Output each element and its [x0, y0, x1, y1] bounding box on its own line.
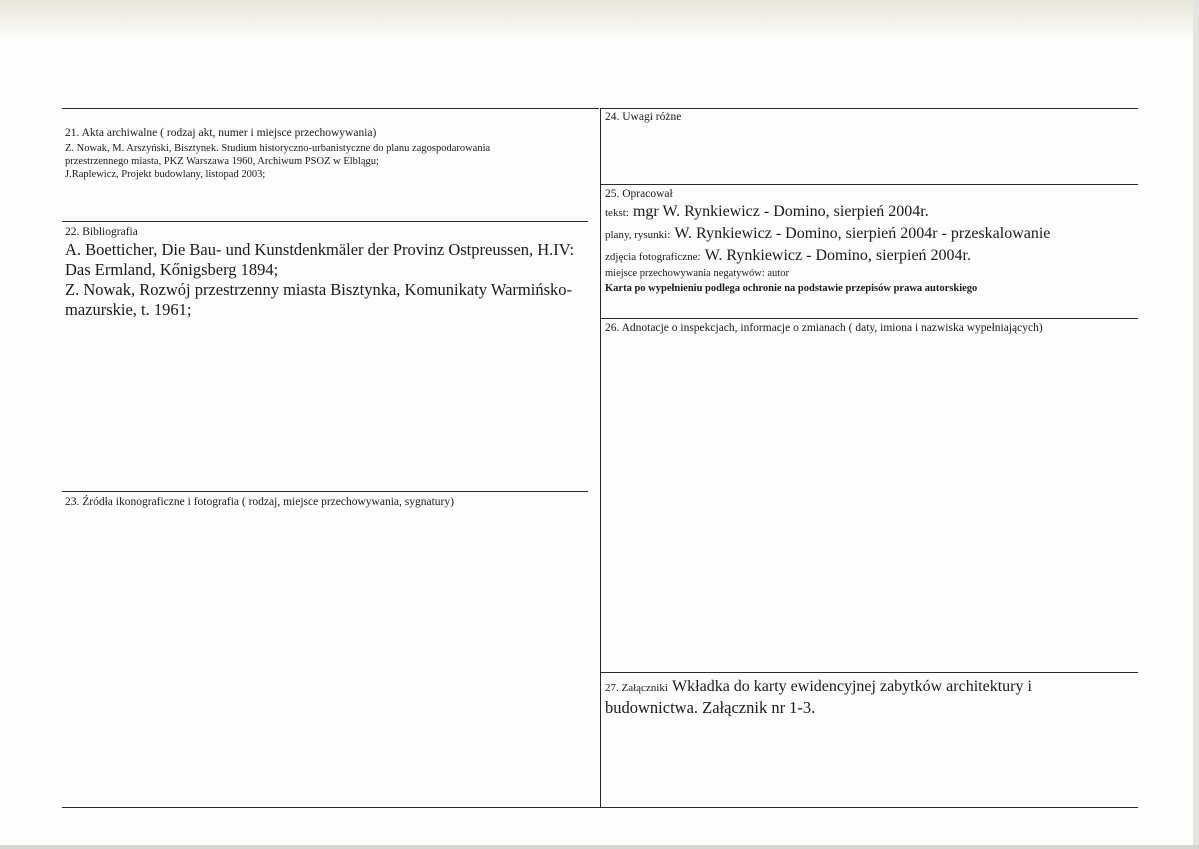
field-26-annotations — [605, 321, 1135, 335]
rule-22 — [62, 221, 588, 222]
column-divider — [600, 108, 601, 808]
field-21-archival-records — [65, 126, 595, 181]
field-22-line-2: Das Ermland, Kőnigsberg 1894; — [65, 260, 279, 279]
field-22-bibliography — [65, 225, 595, 320]
field-25-text-label: tekst: — [605, 207, 629, 219]
rule-23 — [62, 491, 588, 492]
field-21-line-2: przestrzennego miasta, PKZ Warszawa 1960, Archiwum PSOZ w Elblągu; — [65, 156, 379, 167]
field-21-line-1: Z. Nowak, M. Arszyński, Bisztynek. Studium historyczno-urbanistyczne do planu zagospodarowania — [65, 143, 491, 154]
field-25-photos-label: zdjęcia fotograficzne: — [605, 251, 701, 263]
field-24-label: 24. Uwagi różne — [605, 111, 682, 123]
rule-26 — [601, 318, 1138, 319]
field-27-row-1 — [605, 676, 1135, 698]
field-22-line-4: mazurskie, t. 1961; — [65, 300, 192, 319]
field-25-label: 25. Opracował — [605, 188, 673, 200]
field-21-label: 21. Akta archiwalne ( rodzaj akt, numer i miejsce przechowywania) — [65, 127, 377, 139]
field-22-line-3: Z. Nowak, Rozwój przestrzenny miasta Bisztynka, Komunikaty Warmińsko- — [65, 280, 573, 299]
field-25-plans-label: plany, rysunki: — [605, 229, 671, 241]
scan-shadow-top — [0, 0, 1199, 38]
field-25-plans-value: W. Rynkiewicz - Domino, sierpień 2004r - przeskalowanie — [674, 225, 1051, 242]
field-25-plans-row — [605, 223, 1135, 245]
bottom-rule — [62, 807, 1138, 808]
field-25-prepared-by — [605, 187, 1135, 295]
field-23-iconographic-sources — [65, 495, 595, 509]
field-22-line-1: A. Boetticher, Die Bau- und Kunstdenkmäler der Provinz Ostpreussen, H.IV: — [65, 240, 575, 259]
field-21-line-3: J.Raplewicz, Projekt budowlany, listopad 2003; — [65, 169, 266, 180]
rule-25 — [601, 184, 1138, 185]
scan-edge-right — [1193, 0, 1199, 849]
top-rule-left — [62, 108, 599, 109]
top-rule-right — [601, 108, 1138, 109]
field-25-text-row — [605, 201, 1135, 223]
field-24-remarks — [605, 110, 1135, 124]
field-26-label: 26. Adnotacje o inspekcjach, informacje o zmianach ( daty, imiona i nazwiska wypełniających) — [605, 322, 1043, 334]
field-22-label: 22. Bibliografia — [65, 226, 138, 238]
field-25-photos-row — [605, 245, 1135, 267]
field-27-line-1: Wkładka do karty ewidencyjnej zabytków architektury i — [672, 678, 1032, 695]
field-27-attachments — [605, 676, 1135, 718]
field-25-copyright-notice: Karta po wypełnieniu podlega ochronie na podstawie przepisów prawa autorskiego — [605, 283, 978, 294]
field-25-negatives: miejsce przechowywania negatywów: autor — [605, 268, 789, 279]
field-23-label: 23. Źródła ikonograficzne i fotografia ( rodzaj, miejsce przechowywania, sygnatury) — [65, 496, 454, 508]
field-27-line-2: budownictwa. Załącznik nr 1-3. — [605, 698, 816, 717]
field-27-label: 27. Załączniki — [605, 682, 668, 694]
field-25-text-value: mgr W. Rynkiewicz - Domino, sierpień 2004r. — [632, 203, 929, 220]
rule-27 — [601, 672, 1138, 673]
scan-edge-bottom — [0, 845, 1199, 849]
field-25-photos-value: W. Rynkiewicz - Domino, sierpień 2004r. — [704, 247, 971, 264]
